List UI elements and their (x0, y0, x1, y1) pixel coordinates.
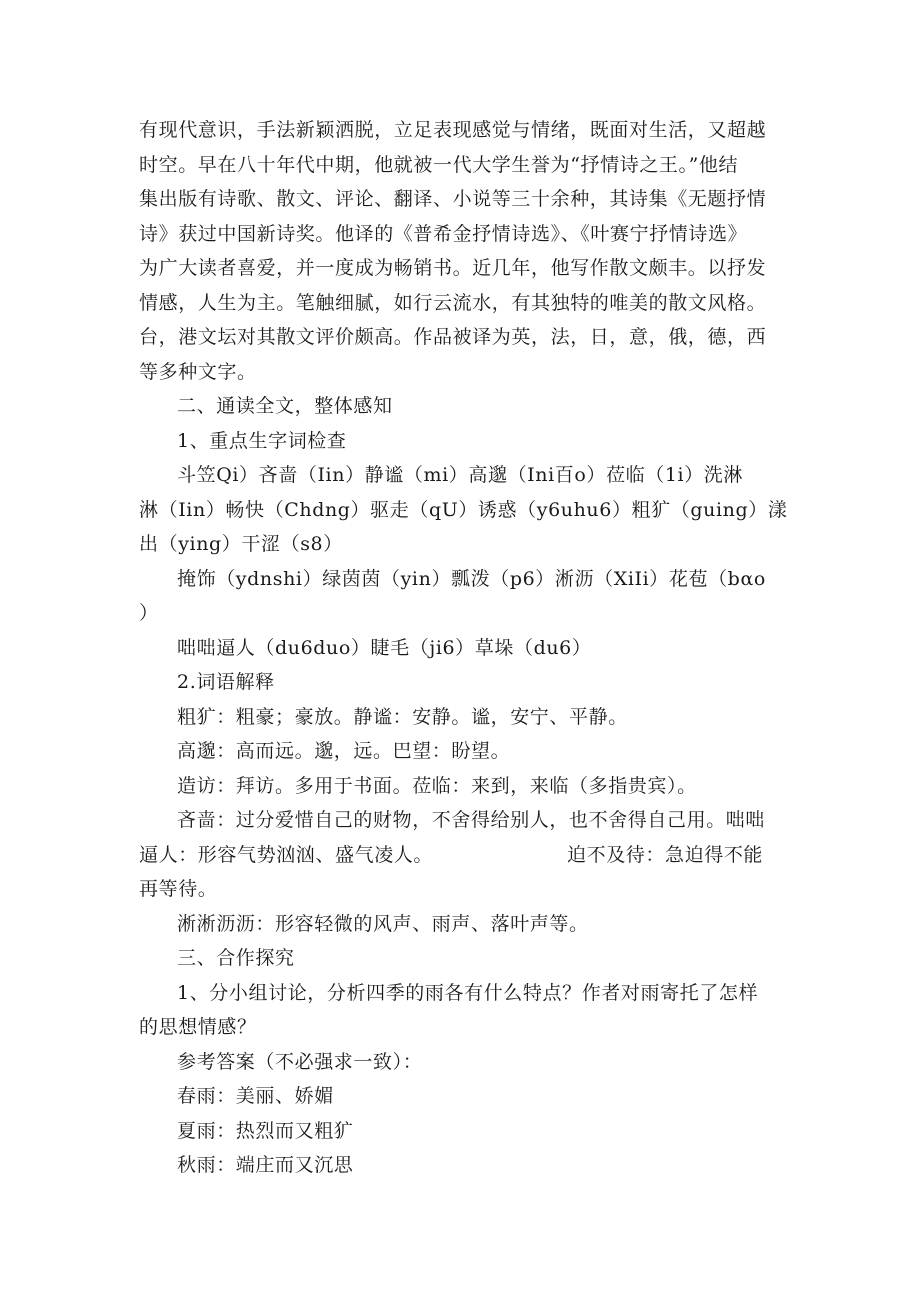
text-line: 诗》获过中国新诗奖。他译的《普希金抒情诗选》、《叶赛宁抒情诗选》 (139, 222, 748, 245)
document-body (139, 113, 789, 1183)
vocab-paragraph: 咄咄逼人（du6duo）睫毛（ji6）草垛（du6） (177, 636, 592, 659)
question-paragraph (139, 976, 789, 1045)
text-line: 时空。早在八十年代中期，他就被一代大学生誉为“抒情诗之王。”他结 (139, 153, 739, 176)
text-line: 吝啬：过分爱惜自己的财物，不舍得给别人，也不舍得自己用。咄咄 (177, 809, 766, 831)
text-line: 为广大读者喜爱，并一度成为畅销书。近几年，他写作散文颇丰。以抒发 (139, 257, 767, 279)
definition: 粗犷：粗豪；豪放。静谧：安静。谧，安宁、平静。 (177, 705, 628, 728)
text-line: 等多种文字。 (139, 360, 257, 383)
answer-item: 秋雨：端庄而又沉思 (177, 1154, 354, 1176)
vocab-paragraph (139, 458, 789, 562)
text-line: 再等待。 (139, 878, 218, 900)
answer-item: 夏雨：热烈而又粗犷 (177, 1119, 354, 1142)
definition: 造访：拜访。多用于书面。莅临：来到，来临（多指贵宾）。 (177, 774, 697, 797)
text-line: 1、分小组讨论，分析四季的雨各有什么特点？作者对雨寄托了怎样 (177, 981, 759, 1004)
definition-part: 迫不及待：急迫得不能 (567, 843, 764, 866)
text-line: 情感，人生为主。笔触细腻，如行云流水，有其独特的唯美的散文风格。 (139, 291, 767, 314)
text-line: 台，港文坛对其散文评价颇高。作品被译为英，法，日，意，俄，德，西 (139, 326, 767, 348)
text-line: 出（ying）干涩（s8） (139, 533, 343, 555)
text-line: 淋（Iin）畅快（Chdng）驱走（qU）诱惑（y6uhu6）粗犷（guing）漾 (139, 498, 788, 521)
vocab-paragraph (139, 562, 789, 631)
intro-paragraph (139, 113, 789, 389)
definition-part: 逼人：形容气势汹汹、盛气凌人。 (139, 843, 434, 866)
subsection-heading: 1、重点生字词检查 (177, 429, 347, 452)
section-heading: 三、合作探究 (177, 947, 295, 969)
text-line: 有现代意识，手法新颖洒脱，立足表现感觉与情绪，既面对生活，又超越 (139, 119, 767, 141)
text-line: 的思想情感？ (139, 1016, 257, 1038)
text-line: 集出版有诗歌、散文、评论、翻译、小说等三十余种，其诗集《无题抒情 (139, 188, 767, 210)
definition (139, 803, 789, 907)
section-heading: 二、通读全文，整体感知 (177, 395, 393, 417)
text-line: 斗笠Qi）吝啬（Iin）静谧（mi）高邈（Ini百o）莅临（1i）洗淋 (177, 464, 743, 486)
text-line: ） (139, 602, 159, 624)
text-line: 掩饰（ydnshi）绿茵茵（yin）瓢泼（p6）淅沥（XiIi）花苞（bαo (177, 567, 766, 590)
answer-label: 参考答案（不必强求一致）： (177, 1050, 423, 1073)
definition: 高邈：高而远。邈，远。巴望：盼望。 (177, 740, 511, 762)
subsection-heading: 2.词语解释 (177, 671, 275, 693)
answer-item: 春雨：美丽、娇媚 (177, 1085, 334, 1107)
text-line (139, 838, 789, 873)
definition: 淅淅沥沥：形容轻微的风声、雨声、落叶声等。 (177, 912, 589, 935)
